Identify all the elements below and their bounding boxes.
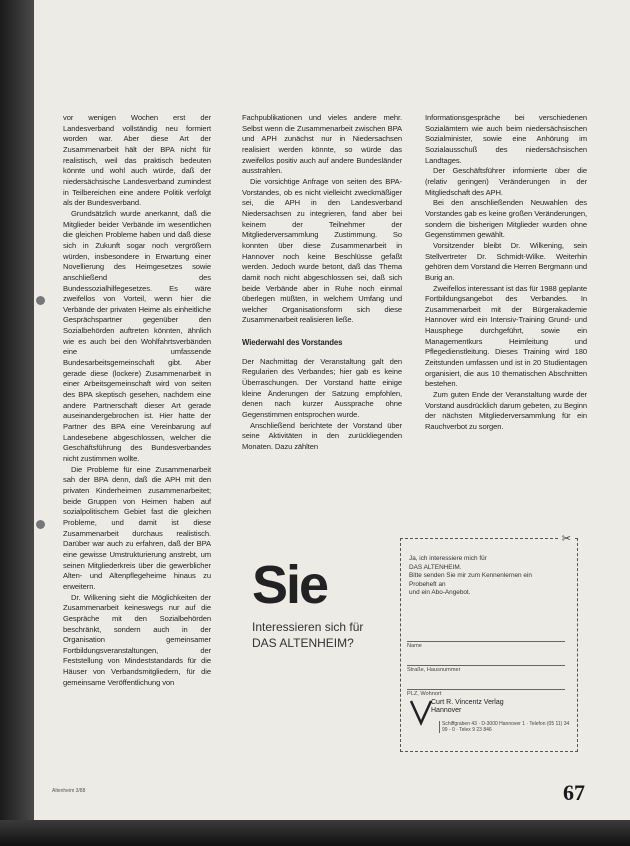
- scissors-icon: ✂: [561, 533, 571, 545]
- paragraph: Dr. Wilkening sieht die Möglichkeiten der Zusammenarbeit keineswegs nur auf die Gespräche mit den Sozialbehörden beschränkt, sondern auch in der Organisation gemeinsamer Fortbildungsveranstaltungen, der Feststellung von Mindeststandards für die Häuser von Verbandsmitgliedern, für die gemeinsame Veröffentlichung von: [63, 592, 211, 687]
- page-number: 67: [563, 780, 585, 805]
- ad-question-line-1: Interessieren sich für: [252, 620, 364, 634]
- name-field[interactable]: Name: [407, 641, 565, 649]
- article-column-1: [63, 113, 211, 688]
- paragraph: Der Nachmittag der Veranstaltung galt den Regularien des Verbandes; hier gab es keine Überraschungen. Der Vorstand hatte einige kleine Änderungen der Satzung empfohlen, denen nach kurzer Aussprache ohne Gegenstimmen entsprochen wurde.: [242, 356, 402, 420]
- paragraph: vor wenigen Wochen erst der Landesverband vollständig neu formiert worden war. Aber diese Art der Zusammenarbeit hält der BPA nicht für realistisch, weil das praktisch bedeuten könnte und wohl auch würde, daß der niedersächsische Landesverband zumindest in Teilbereichen eine andere Politik verfolgt als der Bundesverband.: [63, 113, 211, 208]
- paragraph: Anschließend berichtete der Vorstand über seine Aktivitäten in den zurückliegenden Monaten. Dazu zählten: [242, 420, 402, 452]
- ad-headline: Sie: [252, 555, 328, 615]
- section-heading: Wiederwahl des Vorstandes: [242, 338, 343, 348]
- paragraph: Die vorsichtige Anfrage von seiten des BPA-Vorstandes, ob es nicht vielleicht zweckmäßiger sei, die APH in den Landesverband Niedersachsen zu integrieren, fand aber bei keinem der Teilnehmer der Mitgliederversammlung Zustimmung. So konnten über diese Zusammenarbeit in Hannover noch keine Beschlüsse gefaßt werden. Jedoch wurde betont, daß das Thema damit noch nicht abgeschlossen sei, daß sich beide Verbände aber in Ruhe noch einmal überlegen müßten, in welchem Umfang und welcher Organisationsform sich diese Zusammenarbeit realisieren ließe.: [242, 176, 402, 325]
- order-coupon[interactable]: [400, 533, 578, 752]
- scan-edge-left: [0, 0, 34, 846]
- ad-headline-block: [242, 538, 392, 758]
- subscription-ad: [242, 533, 600, 768]
- coupon-line: Bitte senden Sie mir zum Kennenlernen ein: [409, 572, 532, 580]
- publisher-address: Schiffgraben 43 · D-3000 Hannover 1 · Telefon (05 11) 34 99 - 0 · Telex 9 23 846: [439, 721, 572, 733]
- paragraph: Fachpublikationen und vieles andere mehr. Selbst wenn die Zusammenarbeit zwischen BPA und APH zunächst nur in Niedersachsen realisiert werden könnte, so würde das zweifellos positiv auch auf andere Bundesländer ausstrahlen.: [242, 113, 402, 176]
- paragraph: Grundsätzlich wurde anerkannt, daß die Mitglieder beider Verbände im wesentlichen die gleichen Probleme haben und daß diese sich in Zukunft sogar noch vergrößern würden, insbesondere in Erwartung einer Novellierung des Heimgesetzes sowie anschließend des Bundessozialhilfegesetzes. Es wäre zweifellos von Vorteil, wenn hier die Verbände der privaten Heime als einheitliche Gesprächspartner gegenüber den Sozialbehörden auftreten könnten, ähnlich wie es auch bei den Wohlfahrtsverbänden eine umfassende Bundesarbeitsgemeinschaft gibt. Aber gerade diese (lockere) Zusammenarbeit in einer Arbeitsgemeinschaft wird von seiten des BPA skeptisch gesehen, nachdem eine andere Partnerschaft dieser Art gerade auseinandergebrochen ist. Hier hatte der Partner des BPA eine Vereinbarung auf Landesebene abgeschlossen, welcher die Geschäftsführung des Bundesverbandes nicht zustimmen wollte.: [63, 208, 211, 463]
- coupon-line: und ein Abo-Angebot.: [409, 589, 471, 597]
- publisher-name: [431, 699, 504, 715]
- paragraph: Bei den anschließenden Neuwahlen des Vorstandes gab es keine großen Veränderungen, sondern die bisherigen Mitglieder wurden ohne Gegenstimmen gewählt.: [425, 198, 587, 240]
- publisher-line-2: Hannover: [431, 707, 462, 714]
- paragraph: Vorsitzender bleibt Dr. Wilkening, sein Stellvertreter Dr. Schmidt-Wilke. Weiterhin gehören dem Vorstand die Herren Bergmann und Burig an.: [425, 240, 587, 282]
- paragraph: Zweifellos interessant ist das für 1988 geplante Fortbildungsangebot des Verbandes. In Zusammenarbeit mit der Bürgerakademie Hannover wird ein Intensiv-Training Grund- und Hausphege durchgeführt, sowie ein Managementkurs Heimleitung und Pflegedienstleitung. Dieses Training wird 180 Zeitstunden umfassen und ist in 20 Studientagen organisiert, die aus 10 thematischen Abschnitten bestehen.: [425, 283, 587, 389]
- paragraph: Der Geschäftsführer informierte über die (relativ geringen) Veränderungen in der Mitgliedschaft des APH.: [425, 166, 587, 197]
- city-field[interactable]: PLZ, Wohnort: [407, 689, 565, 697]
- footer-note: Altenheim 3/88: [52, 788, 86, 794]
- paragraph: Zum guten Ende der Veranstaltung wurde der Vorstand ausdrücklich darum gebeten, zu Beginn der nächsten Mitgliederversammlung für ein Rauchverbot zu sorgen.: [425, 390, 587, 432]
- coupon-line: DAS ALTENHEIM.: [409, 563, 462, 571]
- paragraph: Informationsgespräche bei verschiedenen Sozialämtern wie auch beim niedersächsischen Sozialminister, sowie eine Anhörung im Sozialausschuß des niedersächsischen Landtages.: [425, 113, 587, 165]
- coupon-text: [409, 555, 569, 598]
- coupon-line: Probeheft an: [409, 580, 446, 588]
- publisher-line-1: Curt R. Vincentz Verlag: [431, 699, 504, 706]
- coupon-line: Ja, ich interessiere mich für: [409, 555, 487, 562]
- scan-edge-bottom: [0, 820, 630, 846]
- ad-question-line-2: DAS ALTENHEIM?: [252, 636, 354, 650]
- article-column-2: [242, 113, 402, 453]
- punch-hole: [36, 296, 45, 305]
- paragraph: Die Probleme für eine Zusammenarbeit sah der BPA denn, daß die APH mit den privaten Kinderheimen zusammenarbeitet; beide Gruppen von Heimen haben auf sozialpolitischem Gebiet fast die gleichen Probleme, und damit ist diese Zusammenarbeit durchaus realistisch. Darüber war auch zu erfahren, daß der BPA eine gewisse Umstrukturierung anstrebt, um seinen Mitgliederkreis über die gewerblicher Alten- und Altenpflegeheime hinaus zu erweitern.: [63, 464, 211, 591]
- street-field[interactable]: Straße, Hausnummer: [407, 665, 565, 673]
- article-column-3: [425, 113, 587, 433]
- punch-hole: [36, 520, 45, 529]
